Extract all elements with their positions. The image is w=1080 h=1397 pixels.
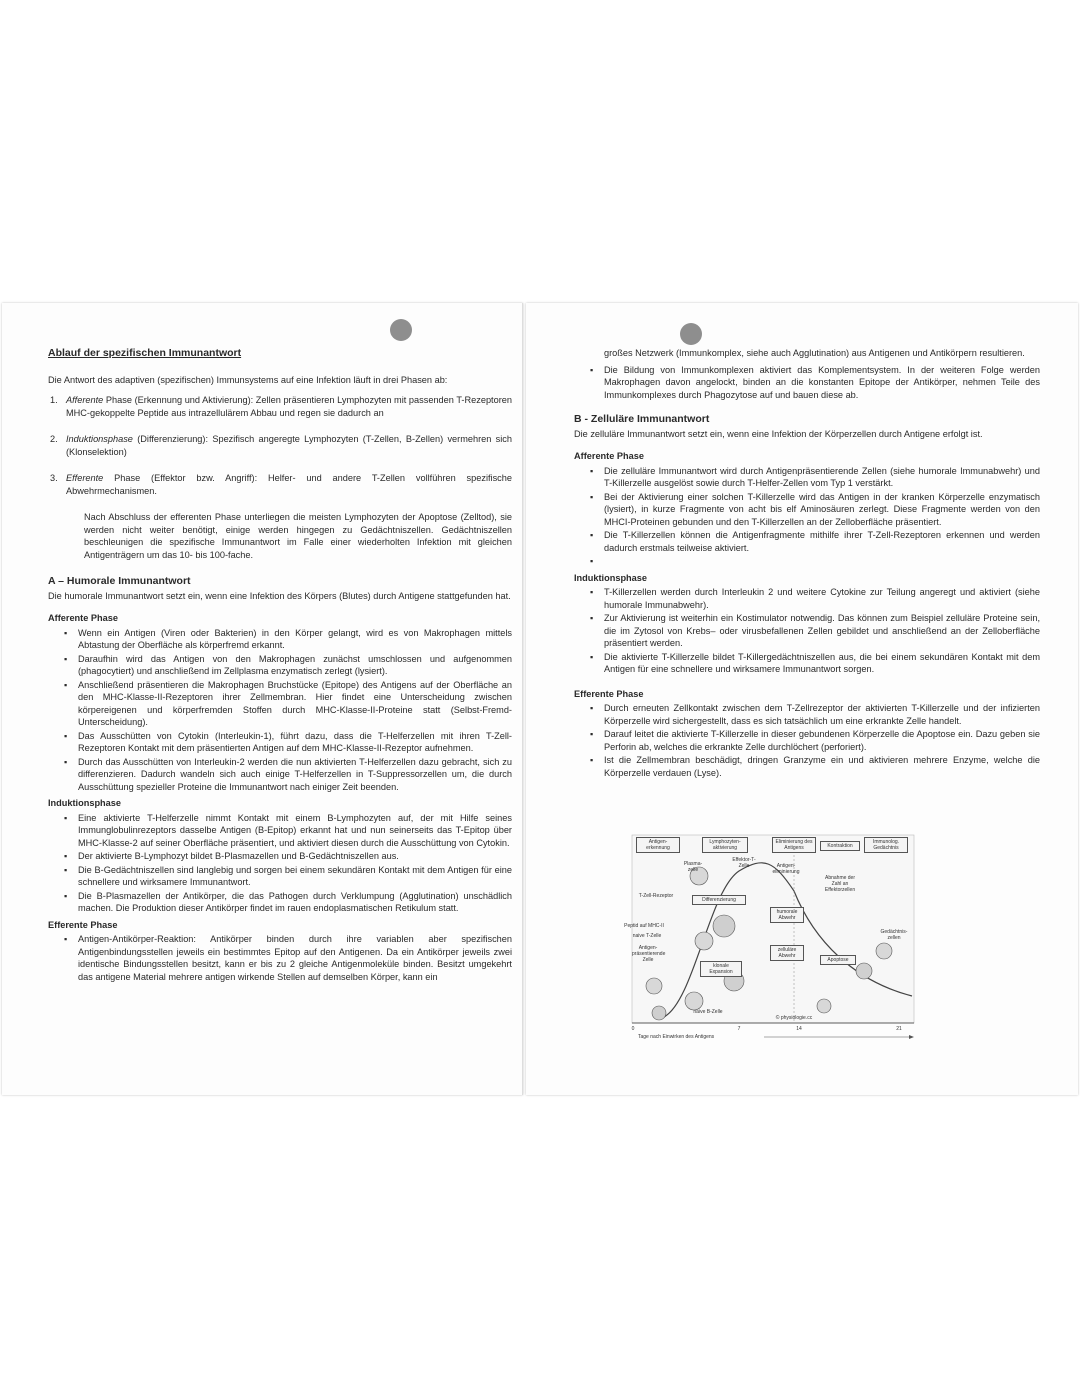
list-item: ▪ Die zelluläre Immunantwort wird durch Antigenpräsentierende Zellen (siehe humorale Immunabwehr) und T-Killerzelle ausgelöst sowie durch T-Helfer-Zellen vom Typ 1 verstärkt. bbox=[604, 465, 1040, 490]
left-page-content bbox=[48, 347, 512, 987]
label-naive-t: naive T-Zelle bbox=[632, 933, 662, 939]
label-apoptose: Apoptose bbox=[820, 955, 856, 965]
right-page-content bbox=[574, 347, 1040, 783]
tick-label: 7 bbox=[737, 1026, 741, 1032]
label-antigen-zelle: Antigen-präsentierende Zelle bbox=[632, 945, 666, 963]
list-item: ▪ Eine aktivierte T-Helferzelle nimmt Kontakt mit einem B-Lymphozyten auf, der mit Hilfe seines Immunglobulinrezeptors dasselbe Antigen (B-Epitop) erkannt hat und nun seinerseits das T-Epitop über MHC-Klasse-2 auf seiner Oberfläche präsentiert, und aktiviert diesen durch die Ausschüttung von Cytokin. bbox=[78, 812, 512, 850]
phase-item: 2. Induktionsphase (Differenzierung): Spezifisch angeregte Lymphozyten (T-Zellen, B-Zellen) vermehren sich (Klonselektion) bbox=[50, 434, 512, 457]
label-antigen-elim: Antigen-eliminierung bbox=[772, 863, 800, 875]
efferent-list bbox=[574, 702, 1040, 779]
continuation-list bbox=[574, 364, 1040, 402]
list-item: ▪ Zur Aktivierung ist weiterhin ein Kostimulator notwendig. Das können zum Beispiel zelluläre Proteine sein, die im Zytosol von Krebs– oder virusbefallenen Zellen gebildet und anschließend an der Zelloberfläche präsentiert werden. bbox=[604, 612, 1040, 650]
list-item: ▪ Die aktivierte T-Killerzelle bildet T-Killergedächtniszellen aus, die bei einem sekundären Kontakt mit dem Antigen für eine schnellere und wirksamere Immunantwort sorgen. bbox=[604, 651, 1040, 676]
list-item: ▪ Bei der Aktivierung einer solchen T-Killerzelle wird das Antigen in der kranken Körperzelle enzymatisch (lysiert), in kurze Fragmente von acht bis elf Aminosäuren zerlegt. Diese Fragmente werden von den MHCI-Proteinen gebunden und den T-Killerzellen an der Zelloberfläche präsentiert. bbox=[604, 491, 1040, 529]
induction-list bbox=[48, 812, 512, 915]
section-a-title: A – Humorale Immunantwort bbox=[48, 575, 191, 587]
list-item: ▪ Durch erneuten Zellkontakt zwischen dem T-Zellrezeptor der aktivierten T-Killerzelle und der infizierten Körperzelle wird sichergestellt, dass es sich tatsächlich um eine erkrankte Zelle handelt. bbox=[604, 702, 1040, 727]
label-gedaechtnis: Immunolog. Gedächtnis bbox=[864, 837, 908, 853]
continuation-text: großes Netzwerk (Immunkomplex, siehe auch Agglutination) aus Antigenen und Antikörpern resultieren. bbox=[604, 348, 1025, 358]
induction-list bbox=[574, 586, 1040, 676]
label-credit: © physiologie.cc bbox=[775, 1015, 813, 1021]
list-item: ▪ Die Bildung von Immunkomplexen aktiviert das Komplementsystem. In der weiteren Folge werden Makrophagen davon angelockt, binden an die konstanten Epitope der Antikörper, nehmen Teile des Immunkomplexes durch Phagozytose auf und bauen diese ab. bbox=[604, 364, 1040, 402]
list-item: ▪ Ist die Zellmembran beschädigt, dringen Granzyme ein und aktivieren mehrere Enzyme, welche die Körperzelle verdauen (Lyse). bbox=[604, 754, 1040, 779]
label-eliminierung: Eliminierung des Antigens bbox=[772, 837, 816, 853]
tick-label: 14 bbox=[796, 1026, 802, 1032]
section-b-intro: Die zelluläre Immunantwort setzt ein, wenn eine Infektion der Körperzellen durch Antigene erfolgt ist. bbox=[574, 428, 983, 439]
label-peptid: Peptid auf MHC-II bbox=[624, 923, 664, 929]
section-a-intro: Die humorale Immunantwort setzt ein, wenn eine Infektion des Körpers (Blutes) durch Antigene stattgefunden hat. bbox=[48, 590, 511, 601]
label-plasmazelle: Plasma-zelle bbox=[683, 861, 703, 873]
list-item bbox=[604, 555, 1040, 568]
apoptosis-paragraph: Nach Abschluss der efferenten Phase unterliegen die meisten Lymphozyten der Apoptose (Zelltod), sie werden nicht weiter benötigt, einige werden hingegen zu Gedächtniszellen. Gedächtniszellen beschleunigen die spezifische Immunantwort im Falle einer wiederholten Infektion mit gleichen Antigenträgern um das 10- bis 100-fache. bbox=[84, 512, 512, 560]
label-klonale: klonale Expansion bbox=[700, 961, 742, 977]
label-gedaechtniszellen: Gedächtnis-zellen bbox=[880, 929, 908, 941]
induction-title: Induktionsphase bbox=[574, 572, 647, 583]
section-b-title: B - Zelluläre Immunantwort bbox=[574, 413, 710, 425]
tick-label: 0 bbox=[631, 1026, 635, 1032]
list-item: ▪ Durch das Ausschütten von Interleukin-2 werden die nun aktivierten T-Helferzellen dazu gebracht, sich zu differenzieren. Dadurch wandeln sich auch einige T-Helferzellen in T-Suppressorzellen um, die durch Ausschüttung spezieller Proteine die Immunantwort nach einiger Zeit beenden. bbox=[78, 756, 512, 794]
afferent-list bbox=[574, 465, 1040, 568]
list-item: ▪ Der aktivierte B-Lymphozyt bildet B-Plasmazellen und B-Gedächtniszellen aus. bbox=[78, 850, 512, 863]
label-lymphozyten-aktivierung: Lymphozyten-aktivierung bbox=[702, 837, 748, 853]
label-differenzierung: Differenzierung bbox=[692, 895, 746, 905]
phase-list bbox=[48, 394, 512, 497]
punch-hole bbox=[390, 319, 412, 341]
list-item: ▪ Das Ausschütten von Cytokin (Interleukin-1), führt dazu, dass die T-Helferzellen mit ihren T-Zell-Rezeptoren Kontakt mit dem präsentierten Antigen auf dem MHC-Klasse-II-Rezeptor aufnehmen. bbox=[78, 730, 512, 755]
efferent-title: Efferente Phase bbox=[574, 688, 644, 699]
afferent-list bbox=[48, 627, 512, 794]
tick-label: 21 bbox=[896, 1026, 902, 1032]
phase-item: 3. Efferente Phase (Effektor bzw. Angriff): Helfer- und andere T-Zellen vollführen spezifische Abwehrmechanismen. bbox=[50, 473, 512, 496]
immune-response-diagram bbox=[624, 831, 924, 1045]
list-item: ▪ Die B-Plasmazellen der Antikörper, die das Pathogen durch Verklumpung (Agglutination) unschädlich machen. Die Produktion dieser Antikörper findet im rauen endoplasmatischen Retikulum statt. bbox=[78, 890, 512, 915]
label-tzell-rezeptor: T-Zell-Rezeptor bbox=[638, 893, 674, 899]
list-item: ▪ T-Killerzellen werden durch Interleukin 2 und weitere Cytokine zur Teilung angeregt und aktiviert (siehe humorale Immunabwehr). bbox=[604, 586, 1040, 611]
label-zellulaere: zelluläre Abwehr bbox=[770, 945, 804, 961]
label-humorale: humorale Abwehr bbox=[770, 907, 804, 923]
label-naive-b: naive B-Zelle bbox=[693, 1009, 723, 1015]
label-antigen-erkennung: Antigen-erkennung bbox=[636, 837, 680, 853]
intro-text: Die Antwort des adaptiven (spezifischen) Immunsystems auf eine Infektion läuft in drei Phasen ab: bbox=[48, 374, 448, 385]
label-effektor: Effektor-T-Zelle bbox=[732, 857, 756, 869]
afferent-title: Afferente Phase bbox=[574, 451, 644, 461]
list-item: ▪ Anschließend präsentieren die Makrophagen Bruchstücke (Epitope) des Antigens auf der Oberfläche an den MHC-Klasse-II-Rezeptoren ihrer Zellmembran. Hier findet eine Unterscheidung zwischen körpereigenen und körperfremden Stoffen durch MHC-Klasse-II-Proteine statt (Selbst-Fremd-Unterscheidung). bbox=[78, 679, 512, 729]
list-item: ▪ Antigen-Antikörper-Reaktion: Antikörper binden durch ihre variablen aber spezifischen Antigenbindungsstellen jeweils ein bestimmtes Epitop auf den Antigenen. Da ein Antikörper jeweils zwei identische Bindungsstellen besitzt, kann er bis zu 2 gleiche Antigenmoleküle binden. Besitzt umgekehrt das antigene Material mehrere antigen wirkende Stellen auf demselben Körper, kann ein bbox=[78, 933, 512, 983]
label-kontraktion: Kontraktion bbox=[820, 841, 860, 851]
list-item: ▪ Die B-Gedächtniszellen sind langlebig und sorgen bei einem sekundären Kontakt mit dem Antigen für eine schnellere und wirksamere Immunantwort. bbox=[78, 864, 512, 889]
list-item: ▪ Die T-Killerzellen können die Antigenfragmente mithilfe ihrer T-Zell-Rezeptoren erkennen und werden dadurch erstmals teilweise aktiviert. bbox=[604, 529, 1040, 554]
list-item: ▪ Wenn ein Antigen (Viren oder Bakterien) in den Körper gelangt, wird es von Makrophagen mittels Abtastung der Oberfläche als körperfremd erkannt. bbox=[78, 627, 512, 652]
list-item: ▪ Darauf leitet die aktivierte T-Killerzelle in dieser gebundenen Körperzelle die Apoptose ein. Dazu geben sie Perforin ab, welches die erkrankte Zelle durchlöchert (perforiert). bbox=[604, 728, 1040, 753]
x-axis-label: Tage nach Einwirken des Antigens bbox=[638, 1034, 715, 1040]
right-page bbox=[526, 303, 1078, 1095]
label-abnahme: Abnahme der Zahl an Effektorzellen bbox=[824, 875, 856, 893]
document-title: Ablauf der spezifischen Immunantwort bbox=[48, 347, 242, 359]
list-item: ▪ Daraufhin wird das Antigen von den Makrophagen zunächst umschlossen und aufgenommen (phagocytiert) und anschließend im Zellplasma enzymatisch zerlegt (lysiert). bbox=[78, 653, 512, 678]
afferent-title: Afferente Phase bbox=[48, 613, 118, 623]
induction-title: Induktionsphase bbox=[48, 798, 121, 808]
left-page bbox=[2, 303, 523, 1095]
phase-item: 1. Afferente Phase (Erkennung und Aktivierung): Zellen präsentieren Lymphozyten mit passenden T-Rezeptoren MHC-gekoppelte Peptide aus intrazellulärem Abbau und regen sie dadurch an bbox=[50, 395, 512, 418]
efferent-list bbox=[48, 933, 512, 983]
efferent-title: Efferente Phase bbox=[48, 919, 118, 930]
punch-hole bbox=[680, 323, 702, 345]
